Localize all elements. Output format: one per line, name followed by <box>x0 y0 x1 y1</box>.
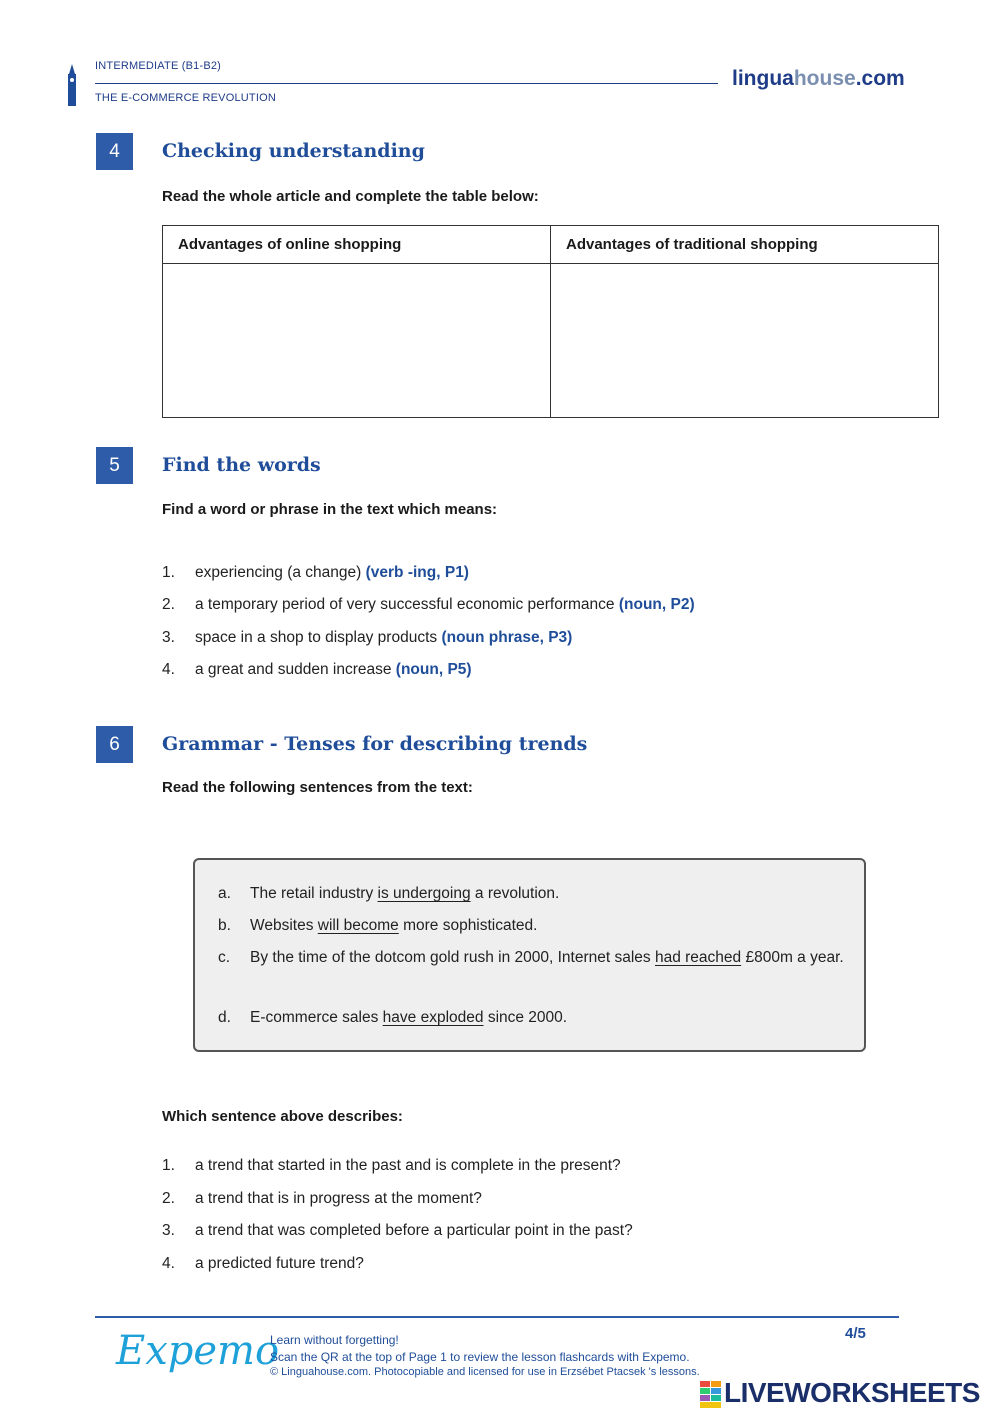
sentence-letter: a. <box>218 885 231 902</box>
sentence-before: E-commerce sales <box>250 1009 379 1026</box>
sentence-text <box>250 912 850 939</box>
sentence-after: £800m a year. <box>745 949 844 966</box>
question-number: 2. <box>162 1190 175 1207</box>
sentence-before: By the time of the dotcom gold rush in 2000, Internet sales <box>250 949 651 966</box>
section-6-number: 6 <box>96 726 133 763</box>
sentence-verb: is undergoing <box>377 885 471 902</box>
section-5-instruction: Find a word or phrase in the text which means: <box>162 501 498 518</box>
footer-copyright: © Linguahouse.com. Photocopiable and licensed for use in Erzsébet Ptacsek 's lessons. <box>270 1366 700 1378</box>
sentence-verb: will become <box>317 917 399 934</box>
advantages-table <box>162 225 939 418</box>
item-number: 2. <box>162 596 175 613</box>
item-number: 3. <box>162 629 175 646</box>
sentence-after: more sophisticated. <box>403 917 538 934</box>
question-number: 3. <box>162 1222 175 1239</box>
lesson-label: THE E-COMMERCE REVOLUTION <box>95 92 277 104</box>
question-text: a trend that was completed before a particular point in the past? <box>195 1222 633 1239</box>
sentence-after: a revolution. <box>474 885 560 902</box>
liveworksheets-watermark[interactable] <box>700 1377 980 1409</box>
item-number: 4. <box>162 661 175 678</box>
sentence-verb: had reached <box>654 949 742 966</box>
online-answer-cell[interactable] <box>163 264 551 418</box>
item-text: experiencing (a change) <box>195 564 362 581</box>
item-hint: (noun phrase, P3) <box>441 629 573 646</box>
footer-divider <box>95 1316 899 1318</box>
header-divider <box>95 83 718 84</box>
live-badge-icon <box>700 1381 722 1409</box>
question-item <box>162 1222 633 1240</box>
question-item <box>162 1190 482 1208</box>
traditional-answer-cell[interactable] <box>551 264 939 418</box>
logo-part-3: .com <box>855 67 905 90</box>
logo-part-2: house <box>793 67 856 90</box>
footer-qr-note: Scan the QR at the top of Page 1 to review the lesson flashcards with Expemo. <box>270 1350 690 1364</box>
question-item <box>162 1255 364 1273</box>
sentence-before: Websites <box>250 917 314 934</box>
level-label: INTERMEDIATE (B1-B2) <box>95 60 222 72</box>
sentence-text <box>250 944 850 971</box>
section-6-instruction: Read the following sentences from the text: <box>162 779 473 796</box>
question-number: 1. <box>162 1157 175 1174</box>
item-hint: (noun, P2) <box>618 596 695 613</box>
question-text: a predicted future trend? <box>195 1255 364 1272</box>
question-item <box>162 1157 621 1175</box>
section-4-instruction: Read the whole article and complete the table below: <box>162 188 539 205</box>
table-header-traditional: Advantages of traditional shopping <box>551 226 939 264</box>
page-number: 4/5 <box>845 1325 866 1342</box>
item-text: a great and sudden increase <box>195 661 392 678</box>
item-number: 1. <box>162 564 175 581</box>
question-number: 4. <box>162 1255 175 1272</box>
sentence-text <box>250 1004 850 1031</box>
sentence-letter: d. <box>218 1009 231 1026</box>
sentence-letter: c. <box>218 949 231 966</box>
item-hint: (noun, P5) <box>395 661 472 678</box>
linguahouse-logo[interactable] <box>732 67 905 91</box>
sentence-text <box>250 880 850 907</box>
question-text: a trend that started in the past and is complete in the present? <box>195 1157 621 1174</box>
section-4-number: 4 <box>96 133 133 170</box>
list-item <box>162 661 472 679</box>
sentence-before: The retail industry <box>250 885 374 902</box>
logo-part-1: lingua <box>732 67 794 90</box>
section-5-title: Find the words <box>162 454 321 476</box>
item-hint: (verb -ing, P1) <box>365 564 469 581</box>
watermark-text: LIVEWORKSHEETS <box>724 1377 980 1408</box>
table-header-online: Advantages of online shopping <box>163 226 551 264</box>
tower-icon <box>64 64 80 106</box>
sentence-letter: b. <box>218 917 231 934</box>
list-item <box>162 564 469 582</box>
expemo-logo[interactable]: Expemo <box>116 1328 280 1374</box>
question-text: a trend that is in progress at the moment? <box>195 1190 482 1207</box>
item-text: space in a shop to display products <box>195 629 438 646</box>
sentence-verb: have exploded <box>382 1009 484 1026</box>
question-instruction: Which sentence above describes: <box>162 1108 403 1125</box>
section-6-title: Grammar - Tenses for describing trends <box>162 733 588 755</box>
footer-tagline: Learn without forgetting! <box>270 1333 399 1347</box>
list-item <box>162 596 695 614</box>
list-item <box>162 629 572 647</box>
item-text: a temporary period of very successful economic performance <box>195 596 615 613</box>
sentence-after: since 2000. <box>487 1009 568 1026</box>
section-4-title: Checking understanding <box>162 140 425 162</box>
section-5-number: 5 <box>96 447 133 484</box>
